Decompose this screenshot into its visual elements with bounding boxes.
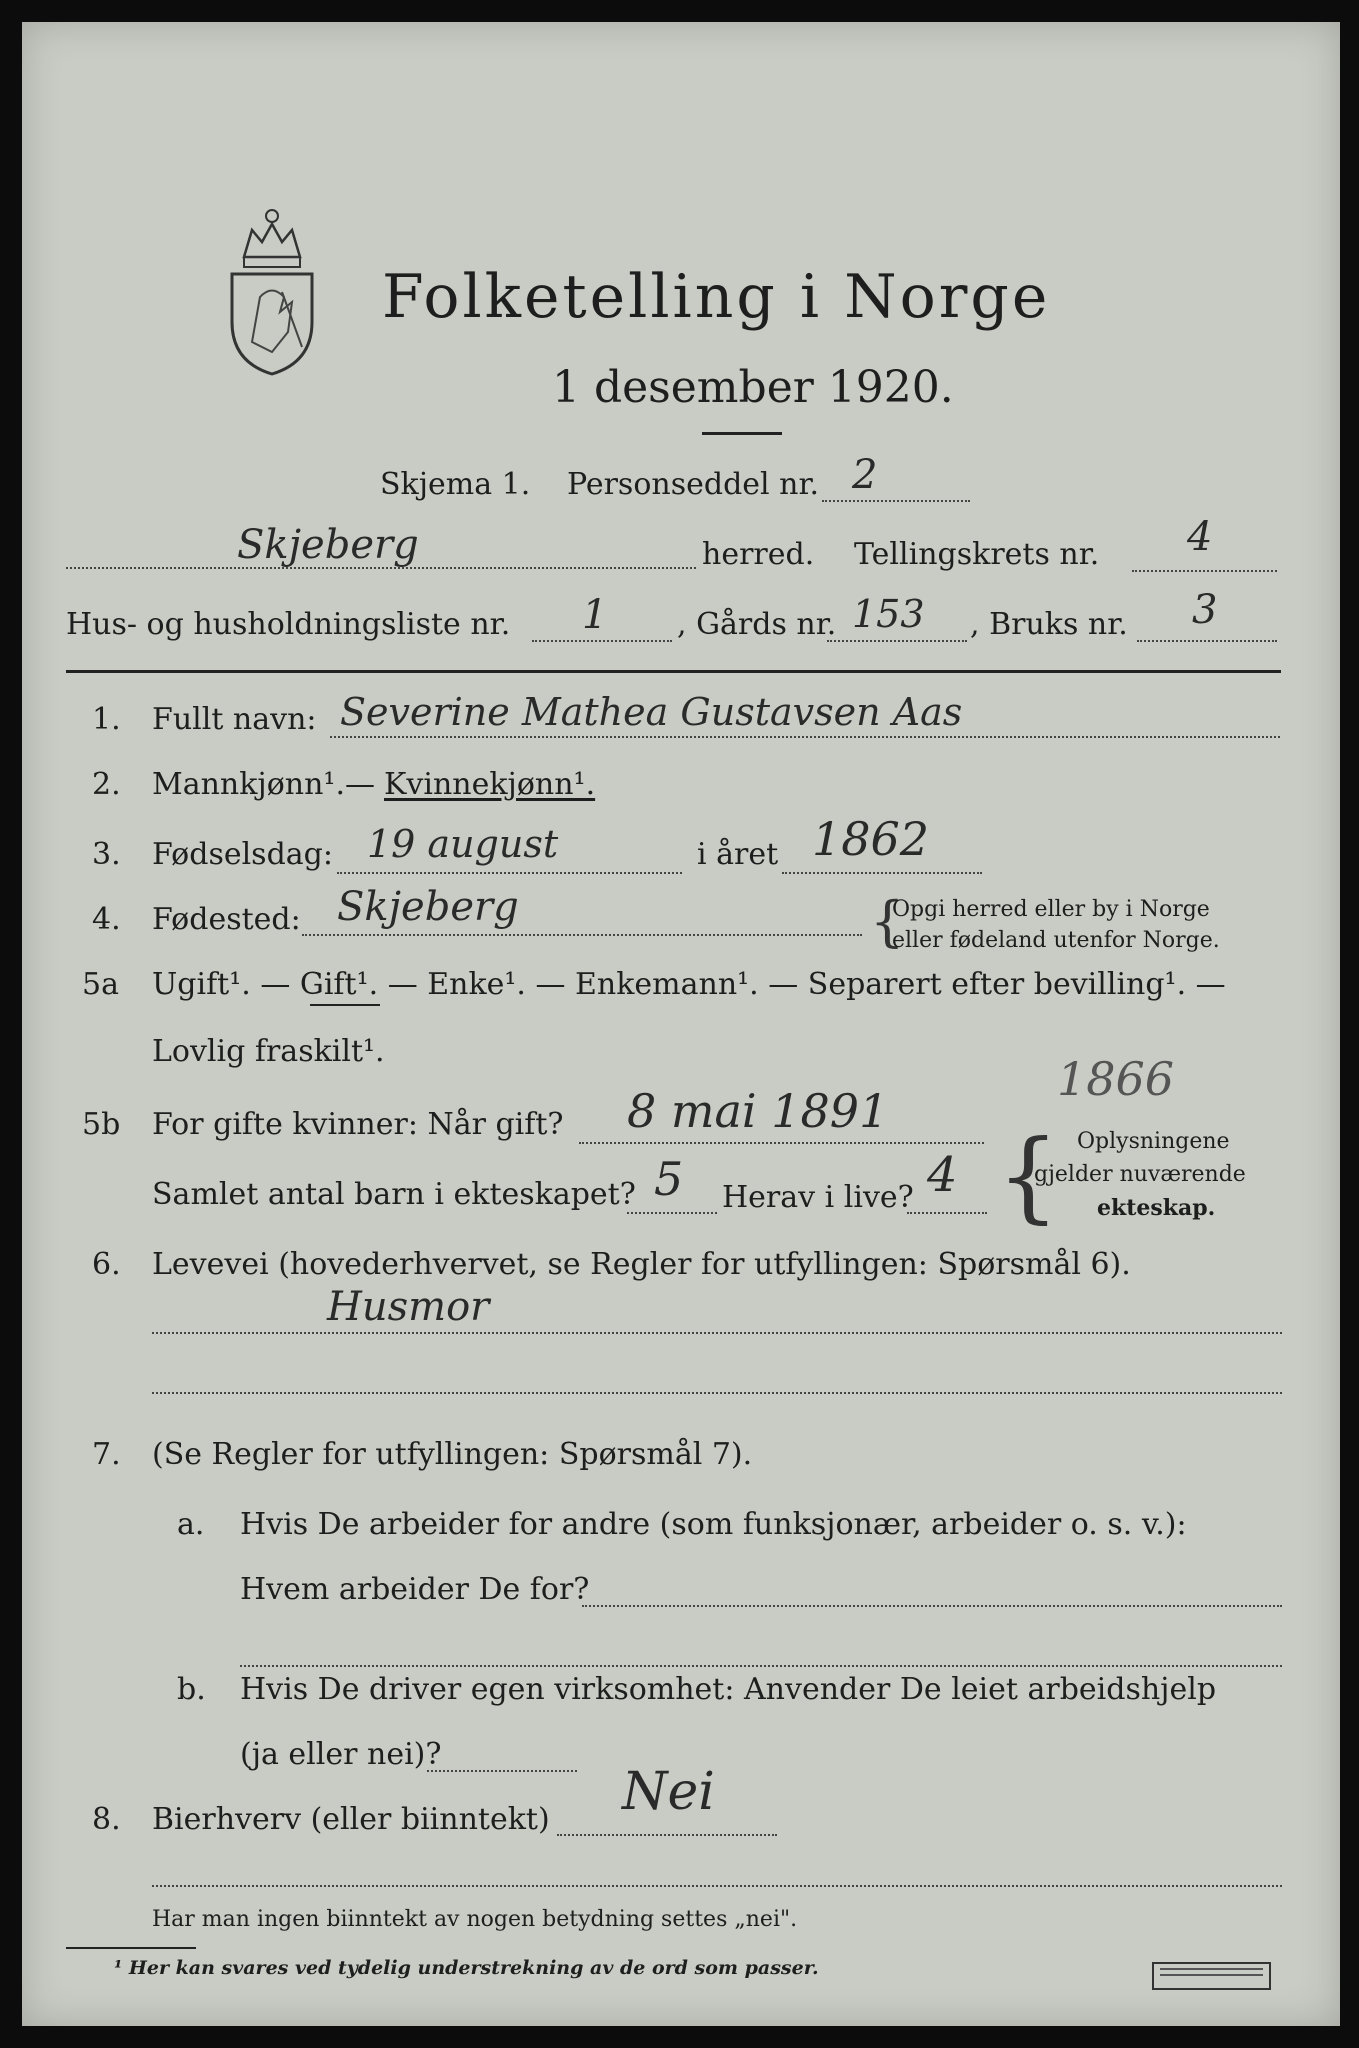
norway-coat-of-arms-icon [222, 202, 322, 377]
printer-stamp-icon [1152, 1962, 1271, 1990]
q5a-options-cont: Lovlig fraskilt¹. [152, 1034, 385, 1069]
q7b-line1: Hvis De driver egen virksomhet: Anvender De leiet arbeidshjelp [240, 1672, 1217, 1707]
q8-label: Bierhverv (eller biinntekt) [152, 1802, 550, 1837]
q4-number: 4. [92, 902, 121, 937]
schema-label: Skjema 1. [380, 467, 531, 502]
husliste-value: 1 [582, 592, 608, 638]
tellingskrets-label: Tellingskrets nr. [854, 537, 1100, 572]
q5b-margin-note: 1866 [1057, 1052, 1175, 1106]
brace-icon: { [870, 890, 905, 953]
form-date: 1 desember 1920. [552, 362, 954, 413]
q7a-line1: Hvis De arbeider for andre (som funksjonær, arbeider o. s. v.): [240, 1507, 1187, 1542]
q5b-number: 5b [82, 1107, 121, 1142]
q5b-note-line2: gjelder nuværende [1034, 1162, 1246, 1187]
q5b-marriage-date: 8 mai 1891 [627, 1084, 889, 1138]
q7a-number: a. [177, 1507, 205, 1542]
q1-label: Fullt navn: [152, 702, 317, 737]
footnote: ¹ Her kan svares ved tydelig understrekning av de ord som passer. [114, 1957, 819, 1979]
q1-number: 1. [92, 702, 121, 737]
q4-note-line2: eller fødeland utenfor Norge. [892, 928, 1220, 953]
q5b-note-line1: Oplysningene [1077, 1129, 1230, 1154]
q2-female: Kvinnekjønn¹. [384, 767, 596, 802]
q5b-children-value: 5 [654, 1152, 684, 1206]
footer-note: Har man ingen biinntekt av nogen betydning settes „nei". [152, 1907, 798, 1932]
q5b-alive-label: Herav i live? [722, 1180, 914, 1215]
q6-number: 6. [92, 1247, 121, 1282]
q6-label: Levevei (hovederhvervet, se Regler for utfyllingen: Spørsmål 6). [152, 1247, 1131, 1282]
q3-year: 1862 [812, 812, 930, 866]
q6-occupation: Husmor [327, 1284, 490, 1330]
husliste-label: Hus- og husholdningsliste nr. [66, 607, 511, 642]
brace-icon: { [997, 1120, 1060, 1234]
personseddel-label: Personseddel nr. [567, 467, 820, 502]
herred-value: Skjeberg [237, 522, 419, 568]
tellingskrets-value: 4 [1187, 514, 1213, 560]
q7a-line2: Hvem arbeider De for? [240, 1572, 590, 1607]
q4-birthplace: Skjeberg [337, 884, 519, 930]
q4-note-line1: Opgi herred eller by i Norge [892, 897, 1210, 922]
q1-full-name: Severine Mathea Gustavsen Aas [340, 690, 963, 734]
q8-value: Nei [622, 1762, 715, 1822]
gards-value: 153 [852, 592, 925, 636]
q5b-note-line3: ekteskap. [1097, 1195, 1216, 1221]
q3-label: Fødselsdag: [152, 837, 333, 872]
q2-number: 2. [92, 767, 121, 802]
gards-label: , Gårds nr. [677, 607, 837, 642]
herred-label: herred. [702, 537, 815, 572]
q5b-label: For gifte kvinner: Når gift? [152, 1107, 564, 1142]
q2-male: Mannkjønn¹. [152, 767, 345, 802]
gift-underline [310, 1004, 380, 1006]
q3-number: 3. [92, 837, 121, 872]
q5b-alive-value: 4 [927, 1147, 958, 1203]
q4-label: Fødested: [152, 902, 301, 937]
census-form [22, 22, 1340, 2026]
q5b-children-label: Samlet antal barn i ekteskapet? [152, 1177, 636, 1212]
q5a-number: 5a [82, 967, 119, 1002]
q8-number: 8. [92, 1802, 121, 1837]
q3-year-label: i året [697, 837, 779, 872]
q2-separator: — [345, 767, 375, 802]
q5a-options: Ugift¹. — Gift¹. — Enke¹. — Enkemann¹. — Separert efter bevilling¹. — [152, 967, 1226, 1002]
q7-number: 7. [92, 1437, 121, 1472]
header-divider [66, 670, 1281, 673]
q7b-line2: (ja eller nei)? [240, 1737, 442, 1772]
title-divider [702, 432, 782, 435]
q7b-number: b. [177, 1672, 206, 1707]
bruks-value: 3 [1192, 587, 1218, 633]
q3-birthday: 19 august [367, 822, 559, 866]
footnote-divider [66, 1947, 196, 1949]
form-title: Folketelling i Norge [382, 262, 1051, 332]
personseddel-value: 2 [852, 452, 878, 498]
bruks-label: , Bruks nr. [970, 607, 1128, 642]
q7-label: (Se Regler for utfyllingen: Spørsmål 7). [152, 1437, 753, 1472]
